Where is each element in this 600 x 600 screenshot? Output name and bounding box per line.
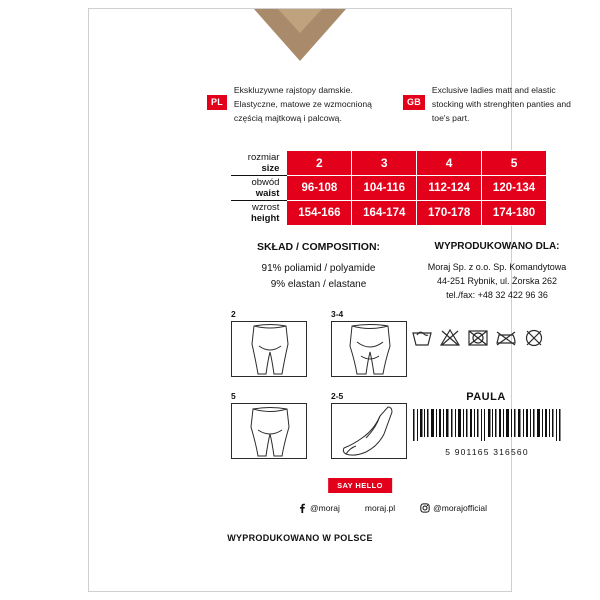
- waist-cell: 104-116: [352, 176, 417, 201]
- figure-panty-2: [231, 309, 307, 377]
- figure-frame: [331, 403, 407, 459]
- row-label-waist-pl: obwód: [251, 177, 280, 188]
- description-pl: [207, 83, 391, 125]
- social-instagram[interactable]: [420, 503, 487, 513]
- height-cell: 154-166: [287, 201, 352, 226]
- hand-wash-icon: [411, 327, 433, 347]
- social-web[interactable]: [365, 503, 395, 513]
- description-text-pl: Ekskluzywne rajstopy damskie. Elastyczne, matowe ze wzmocnioną częścią majtkową i palcową.: [233, 85, 372, 123]
- size-table: [231, 150, 547, 226]
- row-label-waist-en: waist: [255, 188, 280, 199]
- composition-line: 91% poliamid / polyamide: [261, 263, 376, 274]
- instagram-icon: [420, 503, 430, 513]
- row-label-height-pl: wzrost: [252, 202, 280, 214]
- panty-illustration-icon: [232, 322, 308, 378]
- row-label-waist: [231, 176, 287, 201]
- table-row: [231, 201, 547, 226]
- figure-panty-3-4: [331, 309, 407, 377]
- social-facebook[interactable]: [297, 503, 340, 513]
- language-badge-gb: GB: [403, 95, 425, 110]
- language-badge-pl: PL: [207, 95, 227, 110]
- panty-illustration-icon: [232, 404, 308, 460]
- height-cell: 164-174: [352, 201, 417, 226]
- waist-cell: 120-134: [482, 176, 547, 201]
- figure-frame: [331, 321, 407, 377]
- social-handle: @morajofficial: [433, 503, 487, 513]
- care-symbols: [411, 327, 545, 347]
- do-not-dry-clean-icon: [523, 327, 545, 347]
- composition-block: [231, 241, 406, 293]
- social-handle: moraj.pl: [364, 503, 396, 513]
- waist-cell: 96-108: [287, 176, 352, 201]
- figure-caption: 5: [231, 391, 236, 401]
- panty-illustration-icon: [332, 322, 408, 378]
- brand-name: PAULA: [466, 391, 506, 403]
- producer-line: tel./fax: +48 32 422 96 36: [446, 290, 548, 300]
- height-cell: 170-178: [417, 201, 482, 226]
- do-not-bleach-icon: [439, 327, 461, 347]
- figure-caption: 2-5: [331, 391, 344, 401]
- composition-line: 9% elastan / elastane: [270, 279, 367, 290]
- table-row: [231, 151, 547, 176]
- figure-caption: 2: [231, 309, 236, 319]
- row-label-size-en: size: [261, 162, 280, 174]
- social-handle: @moraj: [310, 503, 340, 513]
- producer-block: [407, 241, 587, 302]
- figure-panty-5: [231, 391, 307, 459]
- do-not-tumble-dry-icon: [467, 327, 489, 347]
- row-label-size-pl: rozmiar: [247, 151, 280, 163]
- height-cell: 174-180: [482, 201, 547, 226]
- leg-foot-illustration-icon: [332, 404, 408, 460]
- row-label-height: [231, 201, 287, 226]
- say-hello-badge: SAY HELLO: [328, 478, 392, 493]
- row-label-height-en: height: [250, 213, 280, 225]
- size-cell: 4: [417, 151, 482, 176]
- made-in-label: WYPRODUKOWANO W POLSCE: [227, 533, 373, 543]
- row-label-size: [231, 151, 287, 176]
- figure-frame: [231, 321, 307, 377]
- barcode-bars: [411, 409, 563, 441]
- description-text-gb: Exclusive ladies matt and elastic stocking with strenghten panties and toe's part.: [431, 85, 571, 123]
- composition-title: SKŁAD / COMPOSITION:: [256, 241, 381, 253]
- description-gb: [403, 83, 587, 125]
- social-links: [297, 503, 487, 513]
- description-block: [207, 83, 587, 125]
- barcode-number: 5 901165 316560: [445, 447, 529, 457]
- producer-line: 44-251 Rybnik, ul. Żorska 262: [436, 276, 558, 286]
- figure-caption: 3-4: [331, 309, 344, 319]
- figure-leg-2-5: [331, 391, 407, 459]
- do-not-iron-icon: [495, 327, 517, 347]
- package-back-panel: [88, 8, 571, 592]
- table-row: [231, 176, 547, 201]
- barcode: [411, 409, 563, 457]
- waist-cell: 112-124: [417, 176, 482, 201]
- producer-line: Moraj Sp. z o.o. Sp. Komandytowa: [427, 262, 567, 272]
- size-cell: 3: [352, 151, 417, 176]
- size-cell: 2: [287, 151, 352, 176]
- size-cell: 5: [482, 151, 547, 176]
- producer-title: WYPRODUKOWANO DLA:: [434, 241, 560, 252]
- tan-triangle-highlight: [278, 9, 322, 33]
- facebook-icon: [297, 503, 307, 513]
- figure-frame: [231, 403, 307, 459]
